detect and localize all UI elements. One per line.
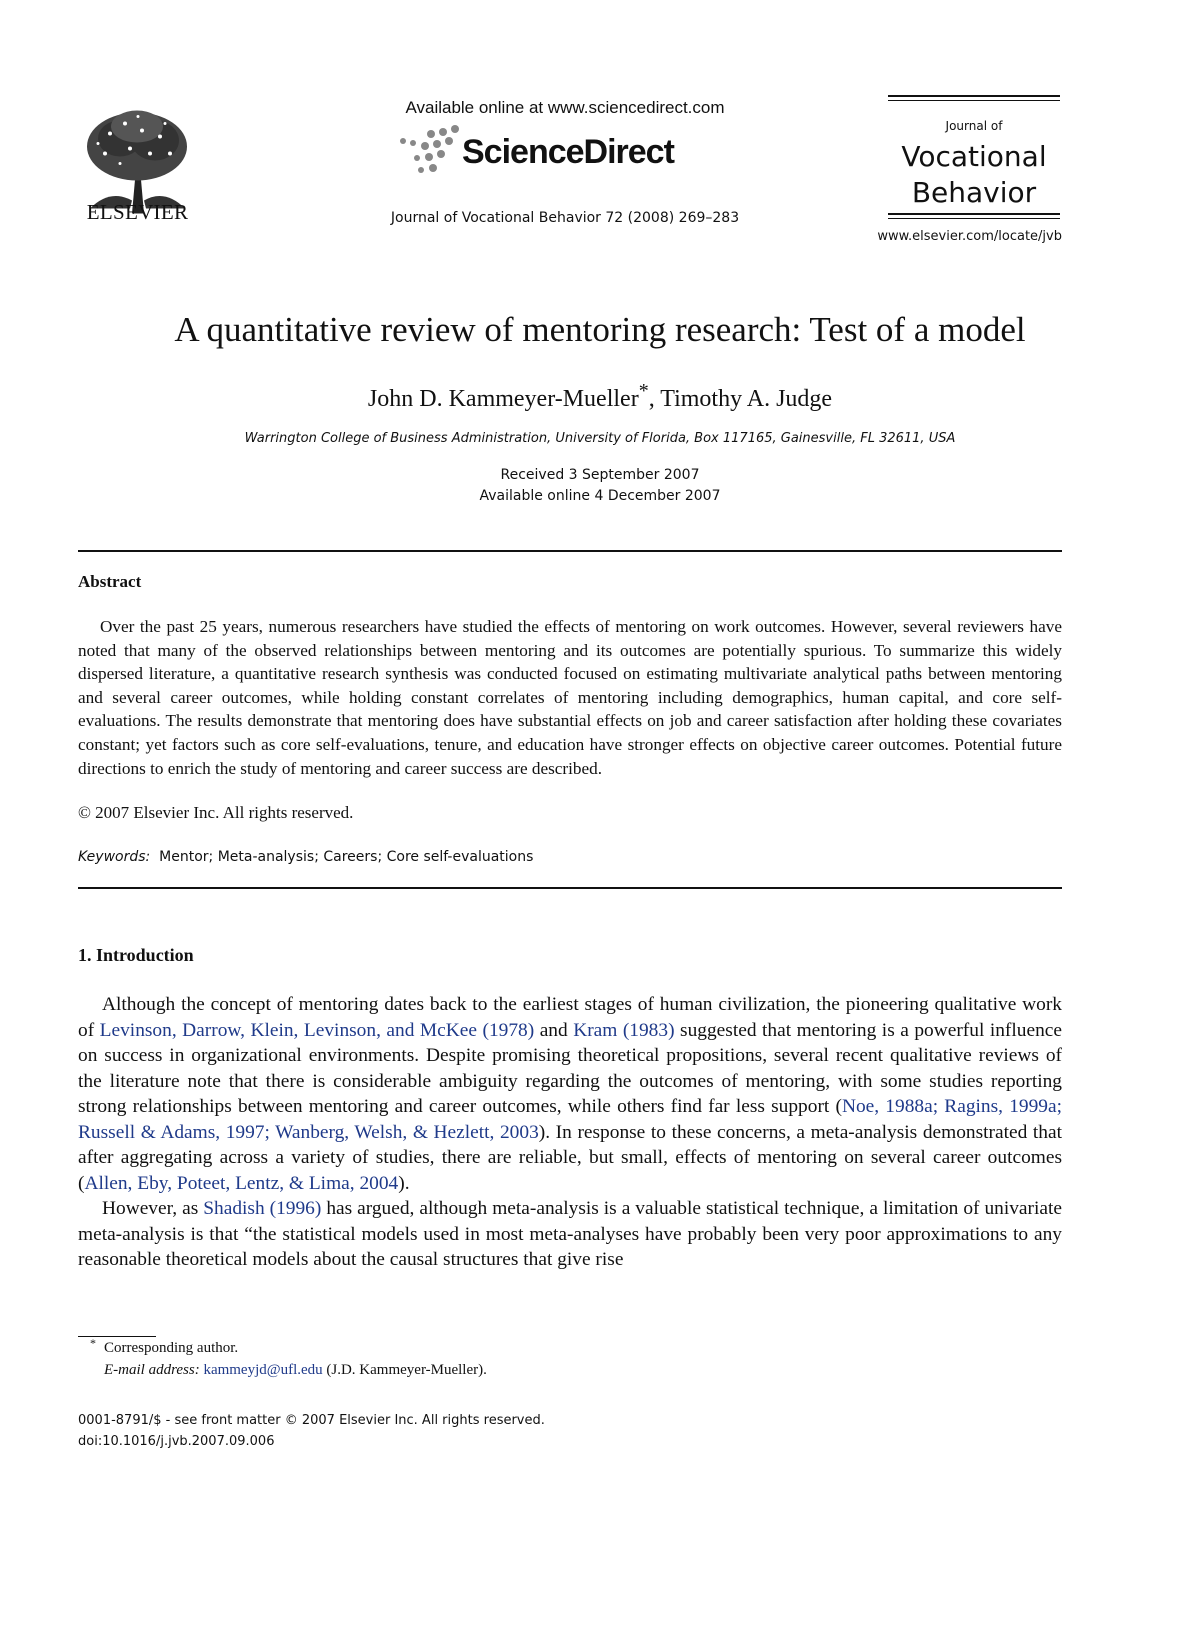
issn-line: 0001-8791/$ - see front matter © 2007 Elsevier Inc. All rights reserved. xyxy=(78,1413,545,1428)
masthead-name-line1: Vocational xyxy=(901,140,1047,173)
introduction-body xyxy=(78,992,1062,1273)
abstract-copyright: © 2007 Elsevier Inc. All rights reserved. xyxy=(78,803,354,822)
section-heading-introduction: 1. Introduction xyxy=(78,945,194,965)
available-date: Available online 4 December 2007 xyxy=(479,488,721,504)
paragraph-text: ). In response to these concerns, a meta-analysis demonstrated that after aggregating across a variety of studies, there are reliable, but small, effects of mentoring on several career outcomes ( xyxy=(78,1121,1062,1194)
publisher-logo-text: ELSEVIER xyxy=(86,200,189,224)
abstract-paragraph: Over the past 25 years, numerous researchers have studied the effects of mentoring on work outcomes. However, several reviewers have noted that many of the observed relationships between mentoring and its outcomes are potentially spurious. To summarize this widely dispersed literature, a quantitative research synthesis was conducted focused on estimating multivariate analytical paths between mentoring and several career outcomes, while holding constant correlates of mentoring including demographics, human capital, and core self-evaluations. The results demonstrate that mentoring does have substantial effects on job and career satisfaction after holding these covariates constant; yet factors such as core self-evaluations, tenure, and education have stronger effects on objective career outcomes. Potential future directions to enrich the study of mentoring and career success are described. xyxy=(78,617,1062,778)
article-title: A quantitative review of mentoring research: Test of a model xyxy=(174,310,1026,349)
journal-masthead xyxy=(888,95,1060,219)
masthead-bottom-rule xyxy=(888,213,1060,219)
intro-paragraph-1 xyxy=(78,992,1062,1196)
email-link[interactable]: kammeyjd@ufl.edu xyxy=(203,1362,323,1378)
email-label: E-mail address: xyxy=(104,1362,200,1378)
sciencedirect-dots-icon xyxy=(395,123,459,178)
paragraph-text: However, as xyxy=(102,1198,204,1219)
abstract-heading: Abstract xyxy=(78,572,142,591)
citation-link[interactable]: Shadish (1996) xyxy=(203,1198,322,1219)
abstract-bottom-rule xyxy=(78,887,1062,889)
citation-link[interactable]: Levinson, Darrow, Klein, Levinson, and McKee (1978) xyxy=(99,1019,535,1041)
corresponding-author-mark[interactable]: * xyxy=(638,380,649,402)
paragraph-text: suggested that mentoring is a powerful influence on success in organizational environments. Despite promising theoretical propositions, several recent qualitative reviews of the literature note that there is considerable ambiguity regarding the outcomes of mentoring, with some studies reporting strong relationships between mentoring and career outcomes, while others find far less support ( xyxy=(78,1019,1062,1117)
footnote-mark: * xyxy=(90,1336,96,1350)
citation-link[interactable]: Allen, Eby, Poteet, Lentz, & Lima, 2004 xyxy=(84,1172,399,1194)
keywords-line xyxy=(78,849,533,865)
intro-paragraph-2 xyxy=(78,1196,1062,1273)
abstract-top-rule xyxy=(78,550,1062,552)
email-owner: (J.D. Kammeyer-Mueller). xyxy=(322,1362,487,1378)
keywords-list: Mentor; Meta-analysis; Careers; Core self-evaluations xyxy=(159,849,534,865)
abstract-body xyxy=(78,615,1062,780)
received-date: Received 3 September 2007 xyxy=(500,467,700,483)
journal-url[interactable]: www.elsevier.com/locate/jvb xyxy=(877,229,1062,244)
paragraph-text: ). xyxy=(398,1172,410,1194)
article-dates xyxy=(60,465,1140,507)
masthead-top-rule xyxy=(888,95,1060,101)
journal-citation: Journal of Vocational Behavior 72 (2008) 269–283 xyxy=(390,210,740,226)
citation-link[interactable]: Kram (1983) xyxy=(573,1019,675,1041)
citation-link[interactable]: Noe, 1988a; Ragins, 1999a; Russell & Adams, 1997; Wanberg, Welsh, & Hezlett, 2003 xyxy=(78,1096,1062,1143)
keywords-label: Keywords: xyxy=(78,849,151,865)
sciencedirect-wordmark: ScienceDirect xyxy=(462,133,674,171)
doi-line: doi:10.1016/j.jvb.2007.09.006 xyxy=(78,1434,275,1449)
masthead-journal-name xyxy=(888,139,1060,211)
masthead-name-line2: Behavior xyxy=(911,176,1037,209)
front-matter-info xyxy=(78,1410,545,1452)
paragraph-text: has argued, although meta-analysis is a valuable statistical technique, a limitation of univariate meta-analysis is that “the statistical models used in most meta-analyses have probably been very poor approximations to any reasonable theoretical models about the causal structures that give rise xyxy=(78,1198,1062,1270)
paragraph-text: Although the concept of mentoring dates back to the earliest stages of human civilization, the pioneering qualitative work of xyxy=(78,994,1062,1041)
footnote-corresponding xyxy=(90,1336,239,1357)
author-1: John D. Kammeyer-Mueller xyxy=(367,386,639,412)
footnote-email xyxy=(104,1362,487,1379)
article-authors xyxy=(60,380,1140,413)
sciencedirect-logo xyxy=(395,123,715,183)
author-affiliation: Warrington College of Business Administration, University of Florida, Box 117165, Gainesville, FL 32611, USA xyxy=(244,431,956,446)
masthead-journal-of: Journal of xyxy=(945,119,1003,133)
sciencedirect-availability: Available online at www.sciencedirect.com xyxy=(405,98,725,117)
paragraph-text: and xyxy=(534,1019,574,1041)
author-2: , Timothy A. Judge xyxy=(648,386,833,412)
footnote-corresponding-text: Corresponding author. xyxy=(104,1340,239,1356)
